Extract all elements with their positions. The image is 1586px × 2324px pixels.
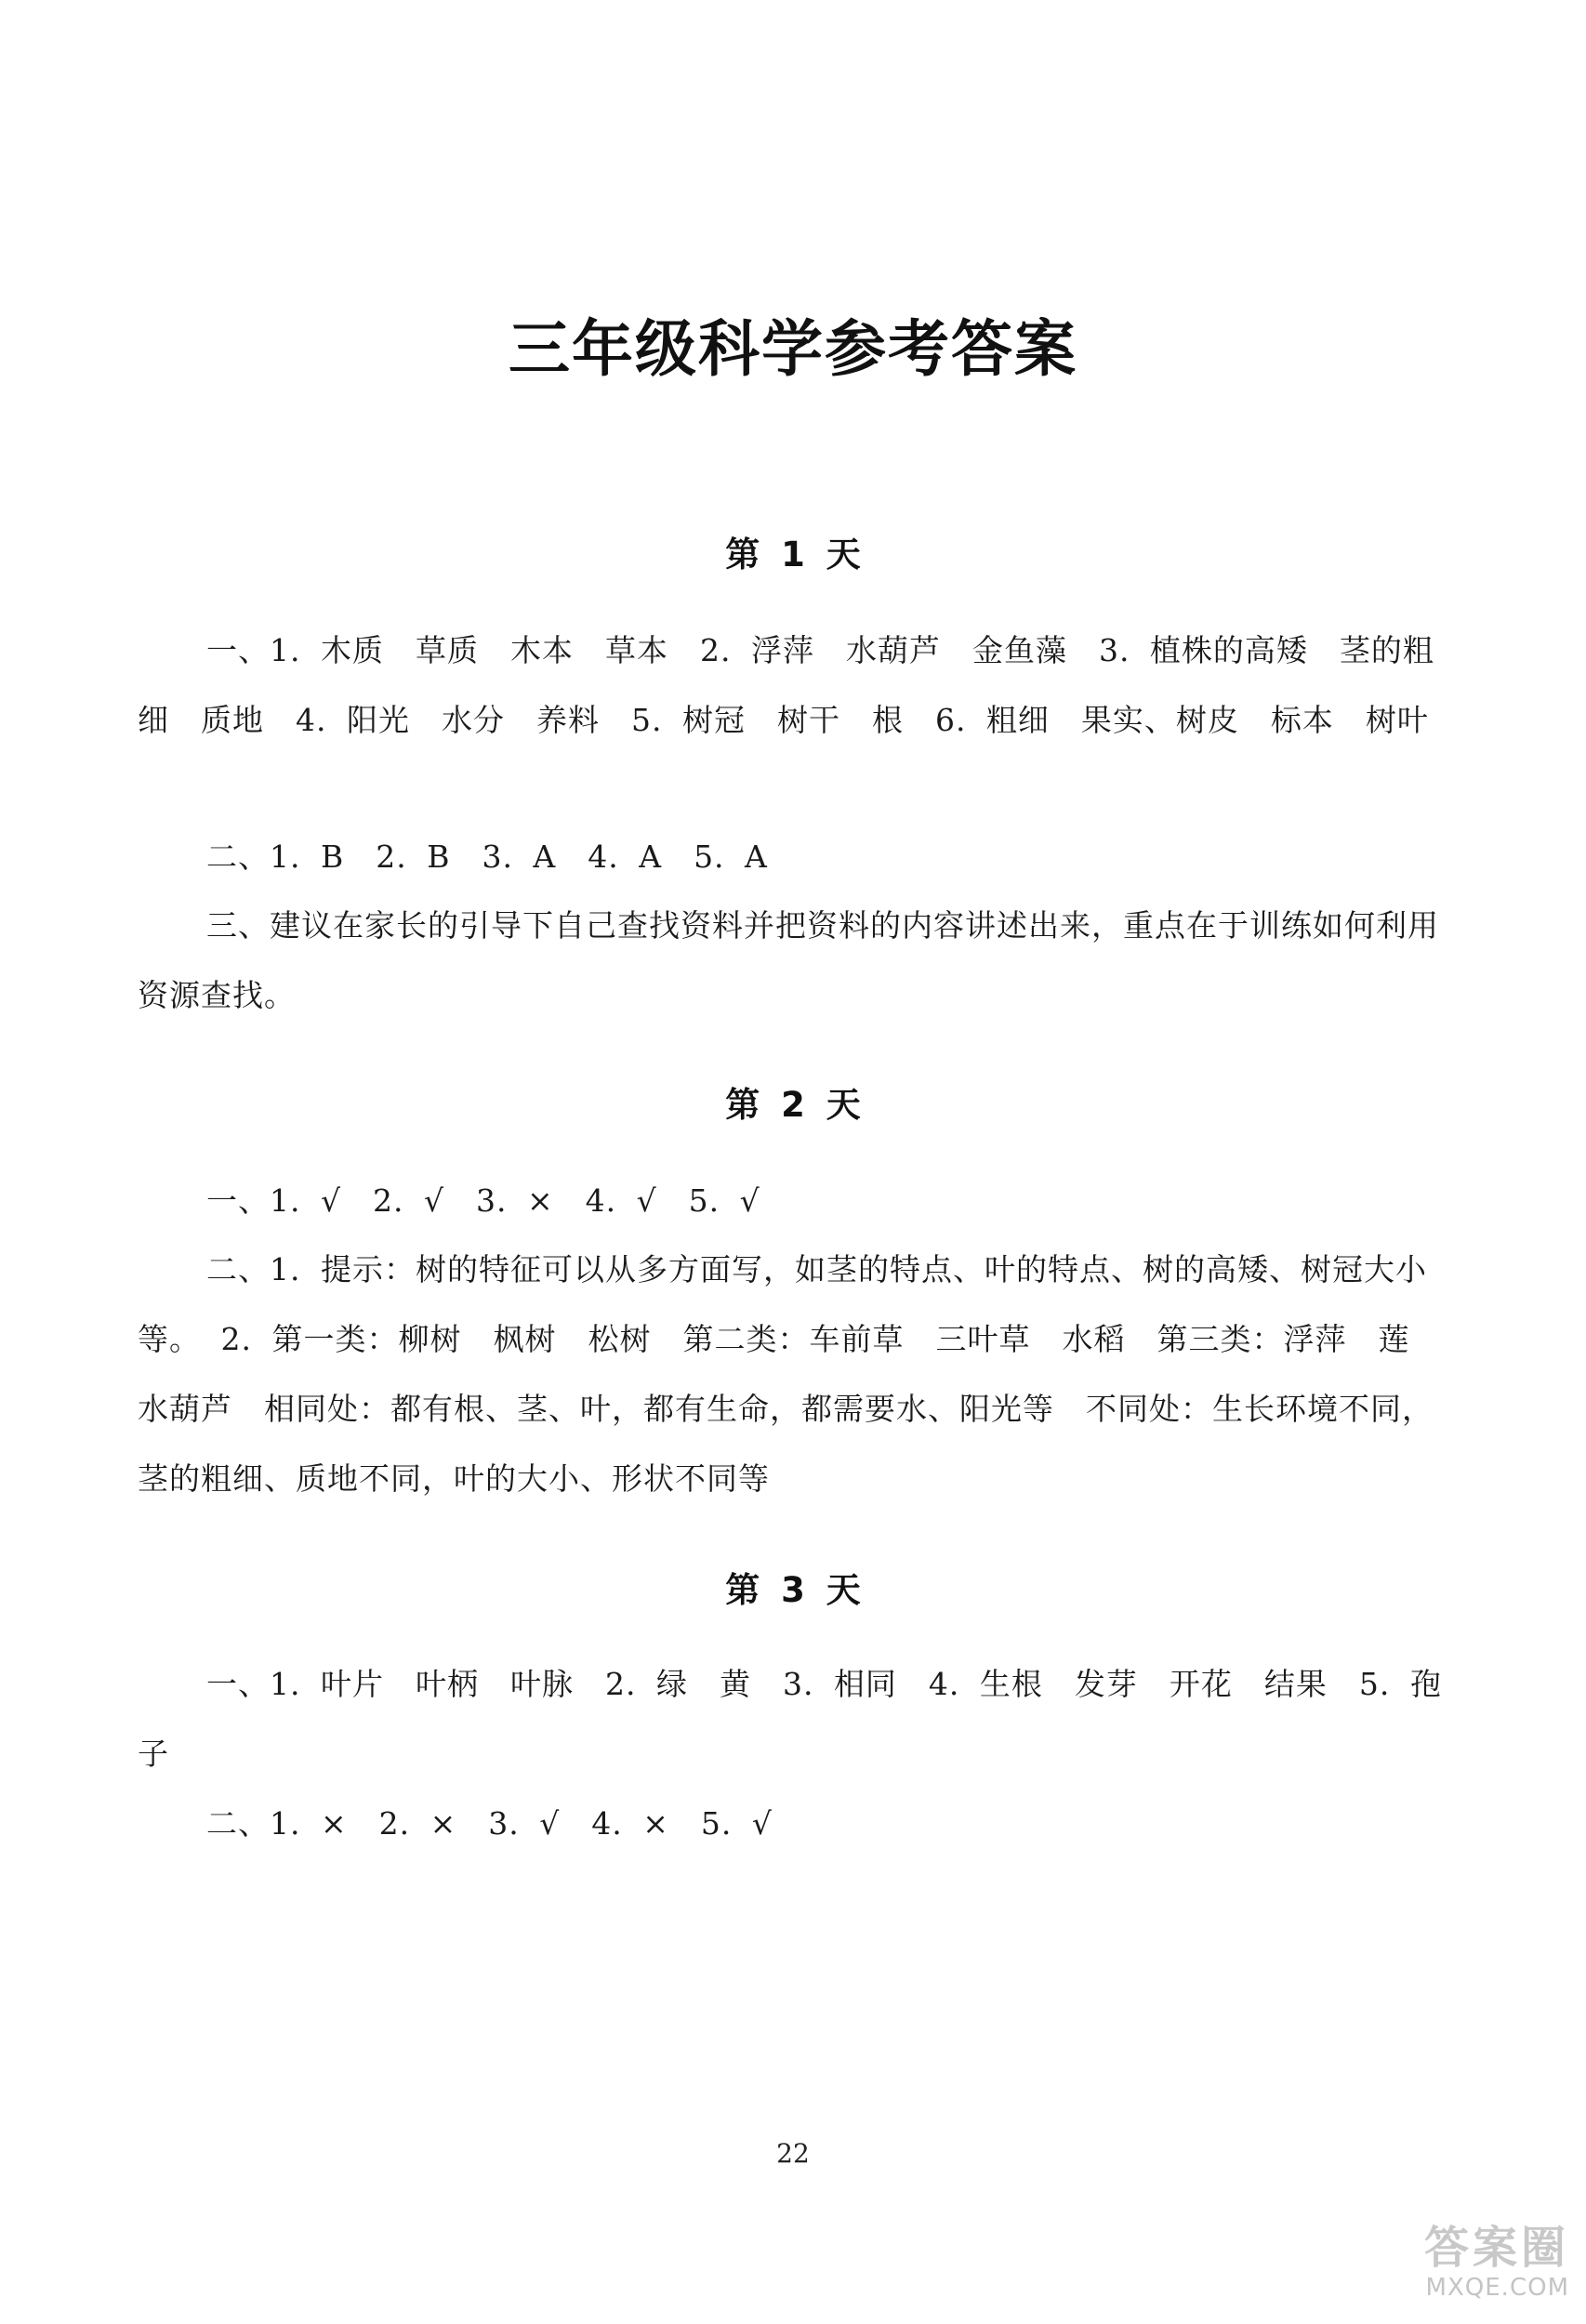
day-3-section-2: 二、1. × 2. × 3. √ 4. × 5. √ <box>206 1805 773 1842</box>
day-2-section-2: 二、1. 提示：树的特征可以从多方面写，如茎的特点、叶的特点、树的高矮、树冠大小等。 2. 第一类：柳树 枫树 松树 第二类：车前草 三叶草 水稻 第三类：浮萍 莲 水葫芦 相同处：都有根、茎、叶，都有生命，都需要水、阳光等 不同处：生长环境不同，茎的粗细、质地不同，叶的大小、形状不同等 <box>138 1251 1442 1497</box>
day-3-heading: 第 3 天 <box>725 1570 861 1610</box>
day-1-section-1: 一、1. 木质 草质 木本 草本 2. 浮萍 水葫芦 金鱼藻 3. 植株的高矮 茎的粗细 质地 4. 阳光 水分 养料 5. 树冠 树干 根 6. 粗细 果实、树皮 标本 树叶 <box>138 632 1434 738</box>
watermark-url: MXQE.COM <box>1425 2274 1569 2302</box>
day-1-heading: 第 1 天 <box>725 535 861 574</box>
watermark-text: 答案圈 <box>1423 2222 1569 2274</box>
day-3-section-1: 一、1. 叶片 叶柄 叶脉 2. 绿 黄 3. 相同 4. 生根 发芽 开花 结果 5. 孢子 <box>138 1666 1442 1772</box>
day-2-heading: 第 2 天 <box>725 1085 861 1125</box>
day-1-section-2: 二、1. B 2. B 3. A 4. A 5. A <box>206 838 768 875</box>
day-2-section-1: 一、1. √ 2. √ 3. × 4. √ 5. √ <box>206 1182 760 1219</box>
page-number: 22 <box>776 2138 810 2169</box>
page-title: 三年级科学参考答案 <box>509 312 1077 385</box>
watermark-logo <box>1365 2222 1569 2315</box>
day-1-section-3: 三、建议在家长的引导下自己查找资料并把资料的内容讲述出来，重点在于训练如何利用资源查找。 <box>138 907 1439 1013</box>
